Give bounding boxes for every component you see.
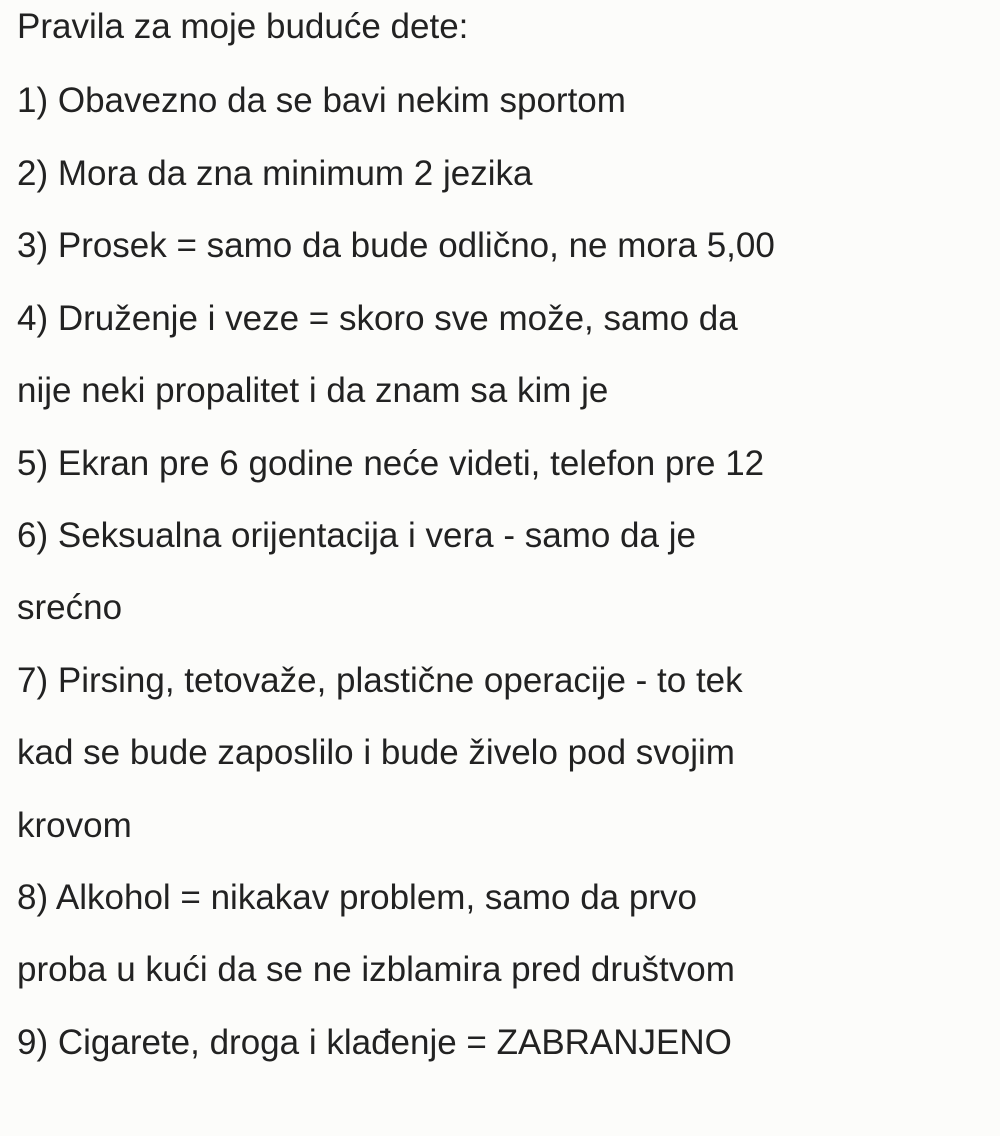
rule-2: 2) Mora da zna minimum 2 jezika xyxy=(17,154,533,193)
rule-7-continuation: kad se bude zaposlilo i bude živelo pod svojim xyxy=(17,733,735,772)
rule-4: 4) Druženje i veze = skoro sve može, samo da xyxy=(17,299,738,338)
rule-5: 5) Ekran pre 6 godine neće videti, telefon pre 12 xyxy=(17,444,765,483)
rule-6: 6) Seksualna orijentacija i vera - samo da je xyxy=(17,516,696,555)
document-title: Pravila za moje buduće dete: xyxy=(17,7,469,46)
rule-4-continuation: nije neki propalitet i da znam sa kim je xyxy=(17,371,609,410)
rule-8-continuation: proba u kući da se ne izblamira pred društvom xyxy=(17,950,735,989)
rule-6-continuation: srećno xyxy=(17,588,123,627)
rule-8: 8) Alkohol = nikakav problem, samo da prvo xyxy=(17,878,697,917)
rule-3: 3) Prosek = samo da bude odlično, ne mora 5,00 xyxy=(17,226,775,265)
rule-7: 7) Pirsing, tetovaže, plastične operacije - to tek xyxy=(17,661,743,700)
rule-9: 9) Cigarete, droga i klađenje = ZABRANJENO xyxy=(17,1023,732,1062)
rule-7-continuation-2: krovom xyxy=(17,806,132,845)
rule-1: 1) Obavezno da se bavi nekim sportom xyxy=(17,81,626,120)
